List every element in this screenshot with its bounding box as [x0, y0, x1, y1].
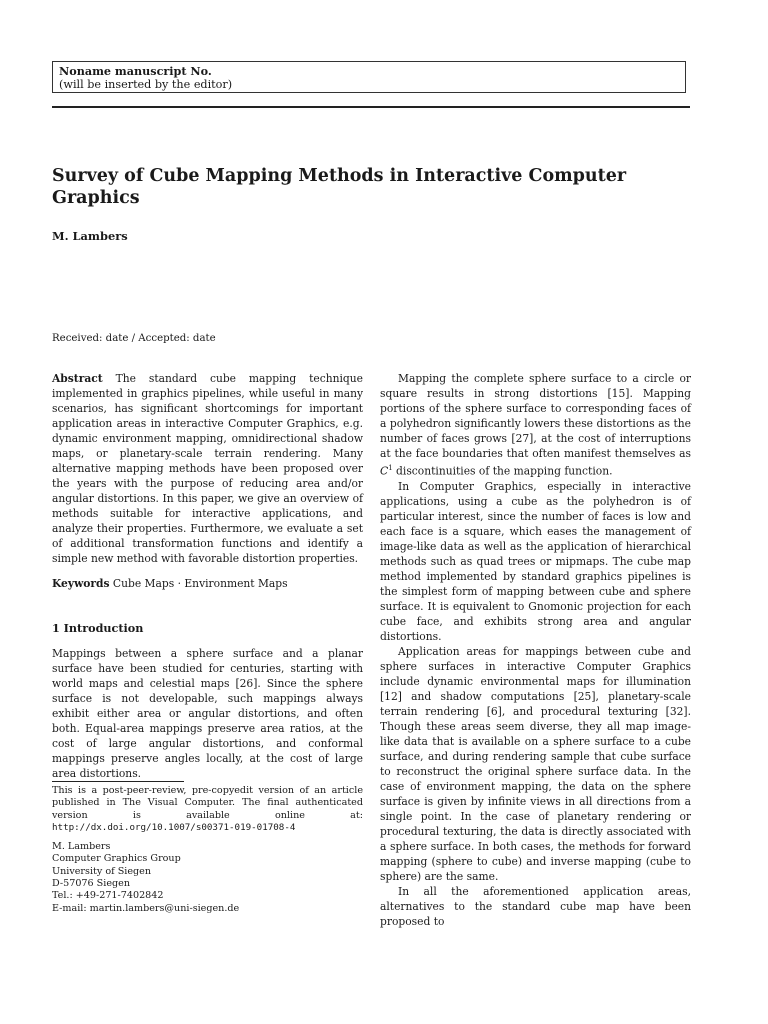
- manuscript-box: [52, 61, 686, 93]
- affiliation-city: D-57076 Siegen: [52, 878, 130, 890]
- intro-paragraph-1: Mappings between a sphere surface and a planar surface have been studied for centuries, starting with world maps and celestial maps [26]. Since the sphere surface is not developable, such mappings always exhibit either area or angular distortions, and often both. Equal-area mappings preserve area ratios, at the cost of large angular distortions, and conformal mappings preserve angles locally, at the cost of large area distortions.: [52, 647, 363, 780]
- affiliation-university: University of Siegen: [52, 865, 152, 877]
- abstract-text: The standard cube mapping technique implemented in graphics pipelines, while useful in many scenarios, has significant shortcomings for important application areas in interactive Computer Graphics, e.g. dynamic environment mapping, omnidirectional shadow maps, or planetary-scale terrain rendering. Many alternative mapping methods have been proposed over the years with the purpose of reducing area and/or angular distortions. In this paper, we give an overview of methods suitable for interactive applications, and analyze their properties. Furthermore, we evaluate a set of additional transformation functions and identify a simple new method with favorable distortion properties.: [52, 372, 363, 565]
- affiliation-phone: Tel.: +49-271-7402842: [52, 890, 164, 902]
- footnote: [52, 785, 363, 915]
- para-text: Mapping the complete sphere surface to a circle or square results in strong distortions [15]. Mapping portions of the sphere surface to corresponding faces of a polyhedron significantly lowers these distortions as the number of faces grows [27], at the cost of interruptions at the face boundaries that often manifest themselves as: [380, 372, 691, 460]
- section-heading-introduction: 1 Introduction: [52, 621, 144, 635]
- editor-note: (will be inserted by the editor): [59, 78, 233, 91]
- left-column: [52, 371, 363, 781]
- right-column: [380, 371, 691, 929]
- intro-paragraph-4: Application areas for mappings between cube and sphere surfaces in interactive Computer Graphics include dynamic environmental maps for illumination [12] and shadow computations [25], planetary-scale terrain rendering [6], and procedural texturing [32]. Though these areas seem diverse, they all map image-like data that is available on a sphere surface to a cube surface, and during rendering sample that cube surface to reconstruct the original sphere surface data. In the case of environment mapping, the data on the sphere surface is given by infinite views in all directions from a single point. In the case of planetary rendering or procedural texturing, the data is directly associated with a sphere surface. In both cases, the methods for forward mapping (sphere to cube) and inverse mapping (cube to sphere) are the same.: [380, 644, 691, 883]
- keywords-label: Keywords: [52, 577, 110, 590]
- doi-link[interactable]: http://dx.doi.org/10.1007/s00371-019-01708-4: [52, 821, 296, 833]
- header-rule: [52, 106, 690, 108]
- intro-paragraph-5: In all the aforementioned application areas, alternatives to the standard cube map have been proposed to: [380, 884, 691, 928]
- author-name: M. Lambers: [52, 229, 128, 243]
- affiliation: [52, 841, 363, 915]
- keywords-text: Cube Maps · Environment Maps: [112, 577, 288, 590]
- keywords: [52, 576, 363, 591]
- math-symbol: C: [380, 464, 389, 478]
- footnote-rule: [52, 781, 184, 782]
- received-line: Received: date / Accepted: date: [52, 333, 216, 344]
- paper-title: Survey of Cube Mapping Methods in Interactive Computer Graphics: [52, 166, 627, 208]
- affiliation-email[interactable]: E-mail: martin.lambers@uni-siegen.de: [52, 902, 240, 914]
- footnote-note: [52, 785, 363, 834]
- affiliation-group: Computer Graphics Group: [52, 853, 181, 865]
- abstract-label: Abstract: [52, 372, 103, 385]
- abstract: [52, 371, 363, 566]
- affiliation-name: M. Lambers: [52, 841, 111, 853]
- manuscript-label: Noname manuscript No.: [59, 64, 212, 78]
- intro-paragraph-2: [380, 371, 691, 479]
- intro-paragraph-3: In Computer Graphics, especially in interactive applications, using a cube as the polyhedron is of particular interest, since the number of faces is low and each face is a square, which eases the management of image-like data as well as the application of hierarchical methods such as quad trees or mipmaps. The cube map method implemented by standard graphics pipelines is the simplest form of mapping between cube and sphere surface. It is equivalent to Gnomonic projection for each cube face, and exhibits strong area and angular distortions.: [380, 479, 691, 643]
- math-superscript: 1: [388, 464, 393, 472]
- footnote-text: This is a post-peer-review, pre-copyedit version of an article published in The Visual Computer. The final authenticated version is available online at:: [52, 785, 363, 821]
- para-text-cont: discontinuities of the mapping function.: [392, 464, 613, 478]
